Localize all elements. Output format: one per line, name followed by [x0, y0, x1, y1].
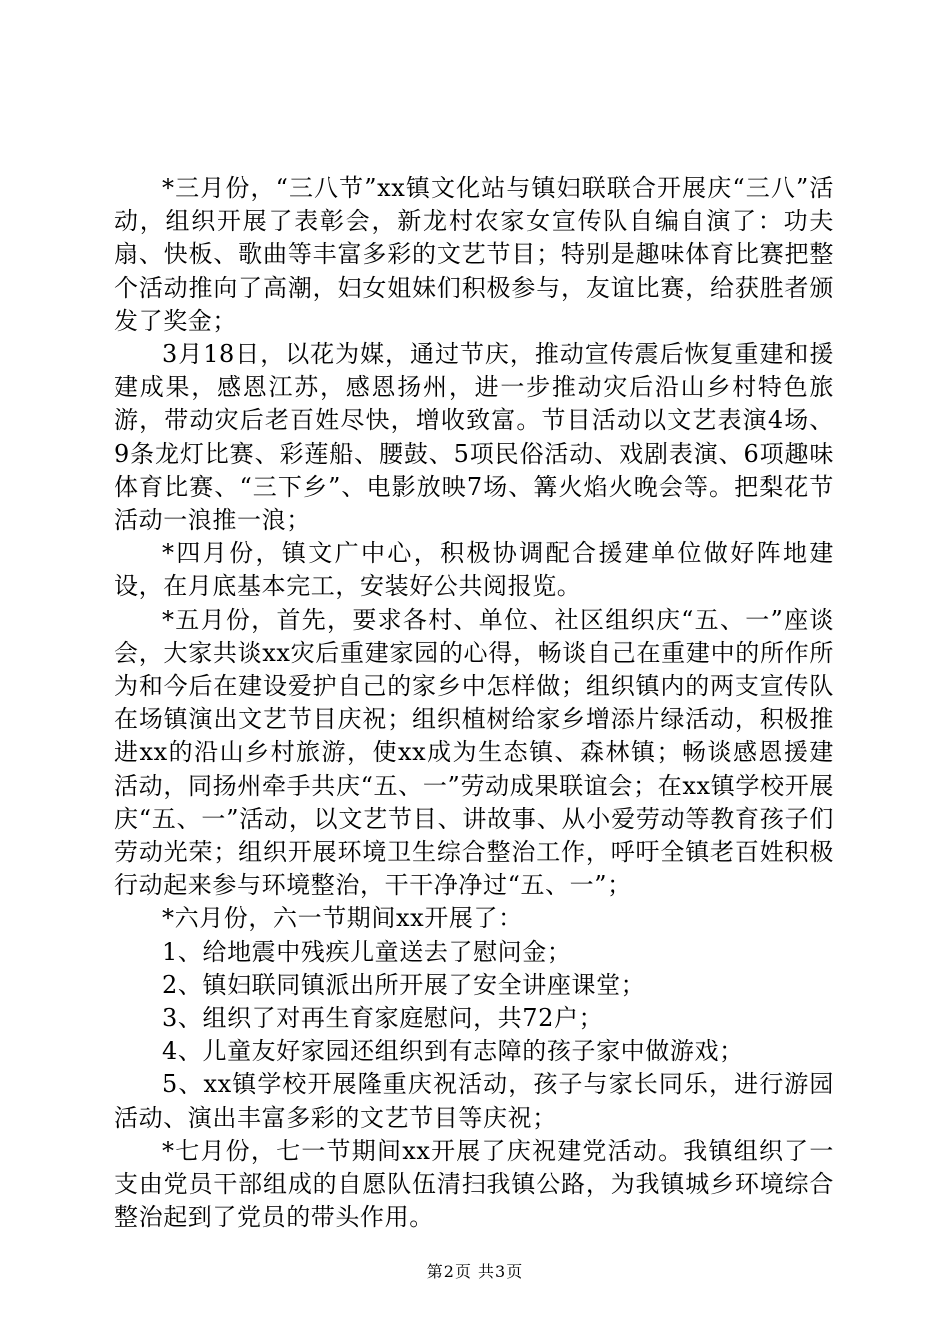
paragraph-june: *六月份，六一节期间xx开展了：	[162, 904, 523, 933]
list-item: 5、xx镇学校开展隆重庆祝活动，孩子与家长同乐，进行游园活动、演出丰富多彩的文艺节目等庆祝；	[114, 1070, 834, 1132]
paragraph-march-18: 3月18日，以花为媒，通过节庆，推动宣传震后恢复重建和援建成果，感恩江苏，感恩扬州，进一步推动灾后沿山乡村特色旅游，带动灾后老百姓尽快，增收致富。节目活动以文艺表演4场、9条龙灯比赛、彩莲船、腰鼓、5项民俗活动、戏剧表演、6项趣味体育比赛、“三下乡”、电影放映7场、篝火焰火晚会等。把梨花节活动一浪推一浪；	[114, 340, 834, 535]
document-body	[114, 172, 834, 1235]
paragraph-march: *三月份，“三八节”xx镇文化站与镇妇联联合开展庆“三八”活动，组织开展了表彰会，新龙村农家女宣传队自编自演了：功夫扇、快板、歌曲等丰富多彩的文艺节目；特别是趣味体育比赛把整个活动推向了高潮，妇女姐妹们积极参与，友谊比赛，给获胜者颁发了奖金；	[114, 174, 834, 335]
paragraph-april: *四月份，镇文广中心，积极协调配合援建单位做好阵地建设，在月底基本完工，安装好公共阅报览。	[114, 539, 834, 601]
list-item: 2、镇妇联同镇派出所开展了安全讲座课堂；	[162, 970, 646, 999]
list-item: 3、组织了对再生育家庭慰问，共72户；	[162, 1004, 604, 1033]
page-footer: 第2页 共3页	[426, 1262, 524, 1281]
paragraph-may: *五月份，首先，要求各村、单位、社区组织庆“五、一”座谈会，大家共谈xx灾后重建家园的心得，畅谈自己在重建中的所作所为和今后在建设爱护自己的家乡中怎样做；组织镇内的两支宣传队在场镇演出文艺节目庆祝；组织植树给家乡增添片绿活动，积极推进xx的沿山乡村旅游，使xx成为生态镇、森林镇；畅谈感恩援建活动，同扬州牵手共庆“五、一”劳动成果联谊会；在xx镇学校开展庆“五、一”活动，以文艺节目、讲故事、从小爱劳动等教育孩子们劳动光荣；组织开展环境卫生综合整治工作，呼吁全镇老百姓积极行动起来参与环境整治，干干净净过“五、一”；	[114, 605, 834, 900]
paragraph-july: *七月份，七一节期间xx开展了庆祝建党活动。我镇组织了一支由党员干部组成的自愿队伍清扫我镇公路，为我镇城乡环境综合整治起到了党员的带头作用。	[114, 1136, 834, 1232]
list-item: 4、儿童友好家园还组织到有志障的孩子家中做游戏；	[162, 1037, 744, 1066]
list-item: 1、给地震中残疾儿童送去了慰问金；	[162, 937, 572, 966]
